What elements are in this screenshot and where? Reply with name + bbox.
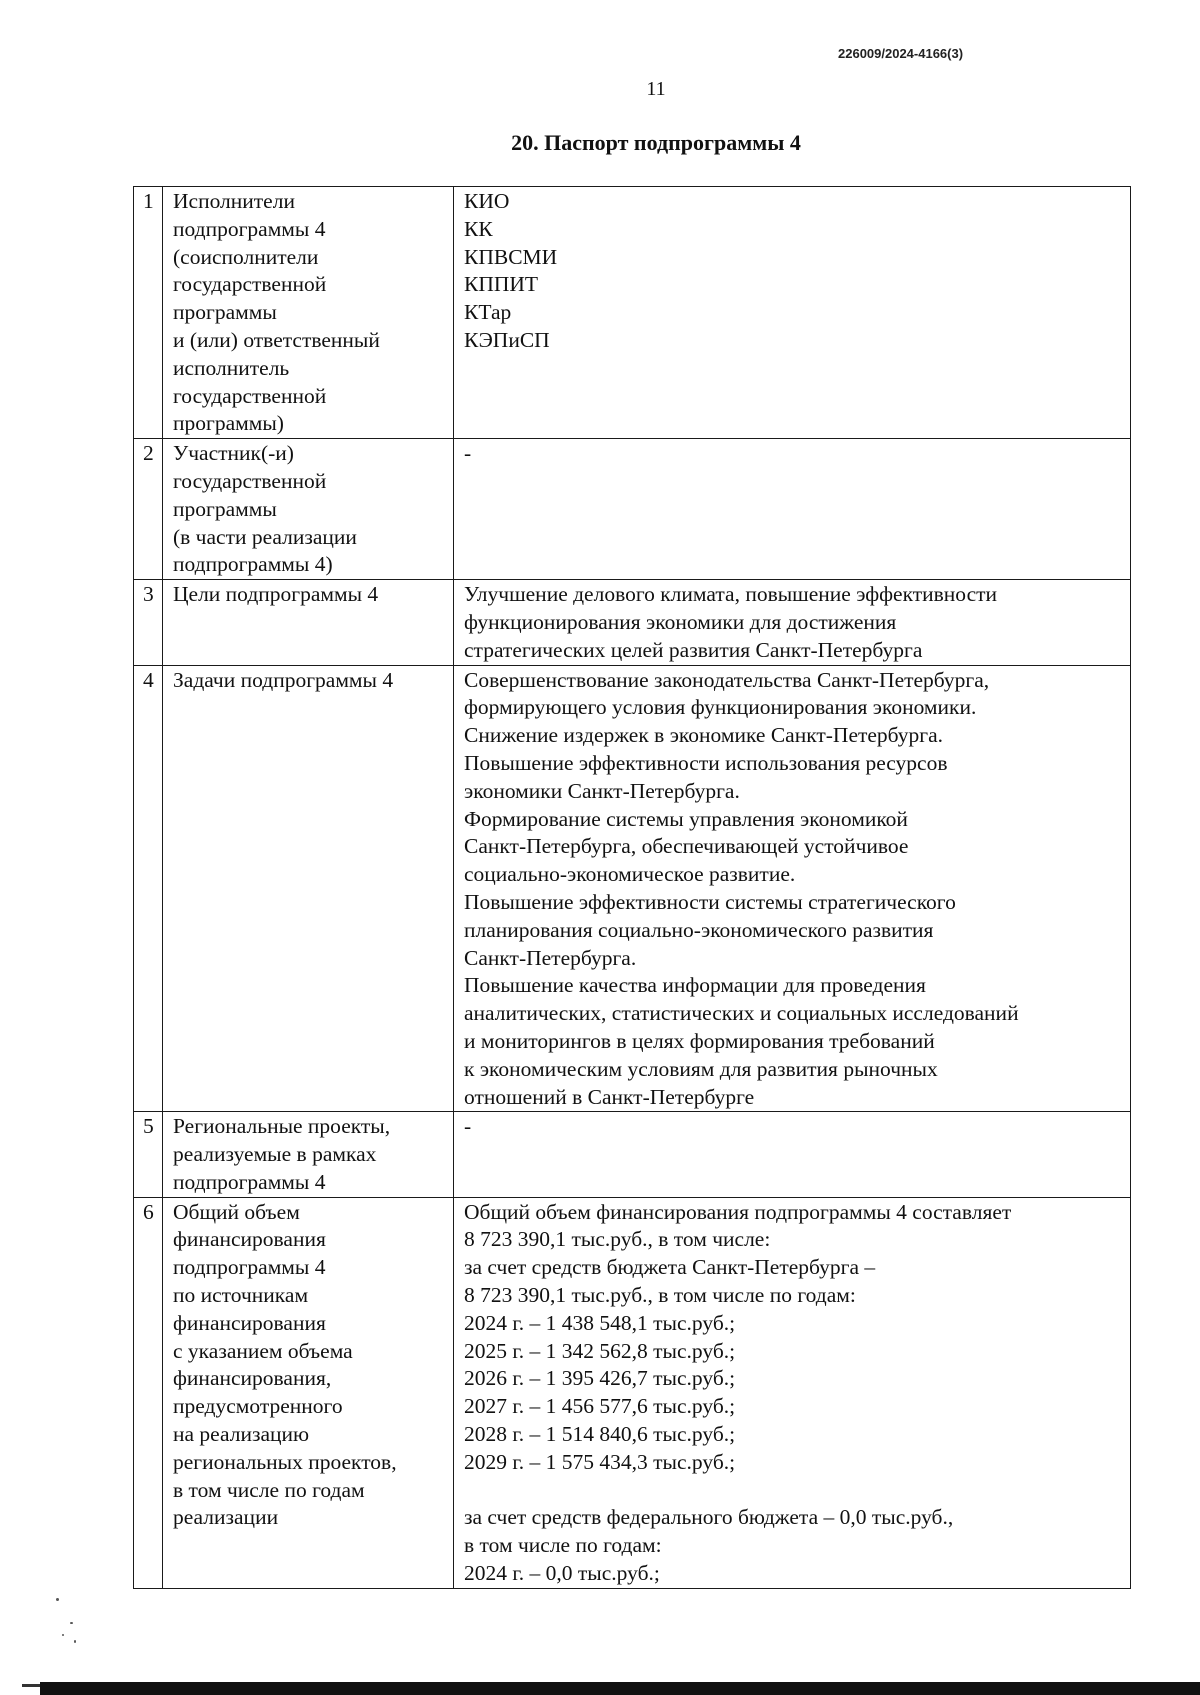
label-line: финансирования <box>173 1227 326 1252</box>
value-line: формирующего условия функционирования экономики. <box>464 695 977 720</box>
label-line: реализуемые в рамках <box>173 1142 377 1167</box>
label-line: исполнитель <box>173 355 290 380</box>
row-label <box>163 187 454 439</box>
value-line: Повышение эффективности системы стратегического <box>464 889 956 914</box>
label-line: подпрограммы 4 <box>173 1169 326 1194</box>
value-line: 2029 г. – 1 575 434,3 тыс.руб.; <box>464 1449 736 1474</box>
value-line <box>464 1477 1120 1505</box>
row-number: 2 <box>134 439 163 580</box>
scan-bottom-border <box>40 1682 1200 1695</box>
label-line: подпрограммы 4 <box>173 1255 326 1280</box>
value-line: 2025 г. – 1 342 562,8 тыс.руб.; <box>464 1338 736 1363</box>
scan-speck <box>70 1622 73 1624</box>
value-line: Санкт-Петербурга. <box>464 945 637 970</box>
row-number: 3 <box>134 580 163 665</box>
value-line: Формирование системы управления экономикой <box>464 806 908 831</box>
value-line: - <box>464 1114 472 1139</box>
value-line: КТар <box>464 300 512 325</box>
value-line: 2027 г. – 1 456 577,6 тыс.руб.; <box>464 1394 736 1419</box>
table-row <box>134 439 1131 580</box>
value-line: КЭПиСП <box>464 327 550 352</box>
value-line: КППИТ <box>464 272 539 297</box>
label-line: подпрограммы 4) <box>173 552 333 577</box>
row-value <box>454 665 1131 1112</box>
label-line: по источникам <box>173 1283 309 1308</box>
row-number: 1 <box>134 187 163 439</box>
row-value <box>454 1197 1131 1588</box>
label-line: государственной <box>173 468 327 493</box>
scan-speck <box>62 1634 64 1636</box>
row-label <box>163 439 454 580</box>
value-line: за счет средств бюджета Санкт-Петербурга – <box>464 1255 876 1280</box>
label-line: Участник(-и) <box>173 441 294 466</box>
value-line: за счет средств федерального бюджета – 0,0 тыс.руб., <box>464 1505 954 1530</box>
value-line: стратегических целей развития Санкт-Петербурга <box>464 637 923 662</box>
value-line: 8 723 390,1 тыс.руб., в том числе по годам: <box>464 1283 856 1308</box>
value-line: в том числе по годам: <box>464 1533 662 1558</box>
table-row <box>134 665 1131 1112</box>
value-line: Общий объем финансирования подпрограммы 4 составляет <box>464 1199 1012 1224</box>
row-label <box>163 665 454 1112</box>
page-title: 20. Паспорт подпрограммы 4 <box>511 130 801 155</box>
document-id: 226009/2024-4166(3) <box>838 46 964 61</box>
page-number: 11 <box>646 78 666 100</box>
label-line: финансирования, <box>173 1366 332 1391</box>
table-row <box>134 187 1131 439</box>
label-line: Региональные проекты, <box>173 1114 391 1139</box>
value-line: функционирования экономики для достижения <box>464 609 897 634</box>
value-line: КИО <box>464 189 510 213</box>
scan-speck <box>56 1598 59 1601</box>
label-line: Исполнители <box>173 189 295 213</box>
value-line: Повышение качества информации для проведения <box>464 973 926 998</box>
label-line: и (или) ответственный <box>173 327 380 352</box>
label-line: программы) <box>173 411 284 436</box>
label-line: финансирования <box>173 1310 326 1335</box>
row-number: 5 <box>134 1112 163 1197</box>
label-line: (соисполнители <box>173 244 319 269</box>
value-line: - <box>464 441 472 466</box>
subprogram-passport-table <box>133 186 1131 1589</box>
value-line: Снижение издержек в экономике Санкт-Петербурга. <box>464 723 944 748</box>
value-line: социально-экономическое развитие. <box>464 862 796 887</box>
value-line: 2024 г. – 1 438 548,1 тыс.руб.; <box>464 1310 736 1335</box>
table-row <box>134 1197 1131 1588</box>
value-line: КПВСМИ <box>464 244 558 269</box>
label-line: программы <box>173 300 277 325</box>
scan-speck <box>74 1640 76 1643</box>
value-line: отношений в Санкт-Петербурге <box>464 1084 755 1109</box>
label-line: Задачи подпрограммы 4 <box>173 667 394 692</box>
row-value <box>454 580 1131 665</box>
table-row <box>134 1112 1131 1197</box>
value-line: КК <box>464 216 493 241</box>
label-line: Цели подпрограммы 4 <box>173 582 379 607</box>
value-line: 2026 г. – 1 395 426,7 тыс.руб.; <box>464 1366 736 1391</box>
value-line: к экономическим условиям для развития рыночных <box>464 1056 938 1081</box>
row-label <box>163 1197 454 1588</box>
label-line: на реализацию <box>173 1422 310 1447</box>
row-label <box>163 1112 454 1197</box>
value-line: 8 723 390,1 тыс.руб., в том числе: <box>464 1227 771 1252</box>
label-line: программы <box>173 496 277 521</box>
value-line: аналитических, статистических и социальных исследований <box>464 1001 1019 1026</box>
label-line: государственной <box>173 272 327 297</box>
row-value <box>454 1112 1131 1197</box>
value-line: планирования социально-экономического развития <box>464 917 934 942</box>
value-line: и мониторингов в целях формирования требований <box>464 1028 935 1053</box>
row-value <box>454 187 1131 439</box>
table-row <box>134 580 1131 665</box>
value-line: 2024 г. – 0,0 тыс.руб.; <box>464 1561 660 1586</box>
label-line: (в части реализации <box>173 524 357 549</box>
row-value <box>454 439 1131 580</box>
label-line: в том числе по годам <box>173 1477 365 1502</box>
value-line: экономики Санкт-Петербурга. <box>464 778 740 803</box>
label-line: с указанием объема <box>173 1338 353 1363</box>
label-line: Общий объем <box>173 1199 300 1224</box>
value-line: Санкт-Петербурга, обеспечивающей устойчивое <box>464 834 909 859</box>
label-line: государственной <box>173 383 327 408</box>
value-line: Повышение эффективности использования ресурсов <box>464 750 948 775</box>
label-line: предусмотренного <box>173 1394 343 1419</box>
value-line: Совершенствование законодательства Санкт-Петербурга, <box>464 667 990 692</box>
value-line: Улучшение делового климата, повышение эффективности <box>464 582 998 607</box>
row-number: 6 <box>134 1197 163 1588</box>
row-label <box>163 580 454 665</box>
label-line: реализации <box>173 1505 279 1530</box>
label-line: региональных проектов, <box>173 1449 397 1474</box>
row-number: 4 <box>134 665 163 1112</box>
label-line: подпрограммы 4 <box>173 216 326 241</box>
value-line: 2028 г. – 1 514 840,6 тыс.руб.; <box>464 1422 736 1447</box>
